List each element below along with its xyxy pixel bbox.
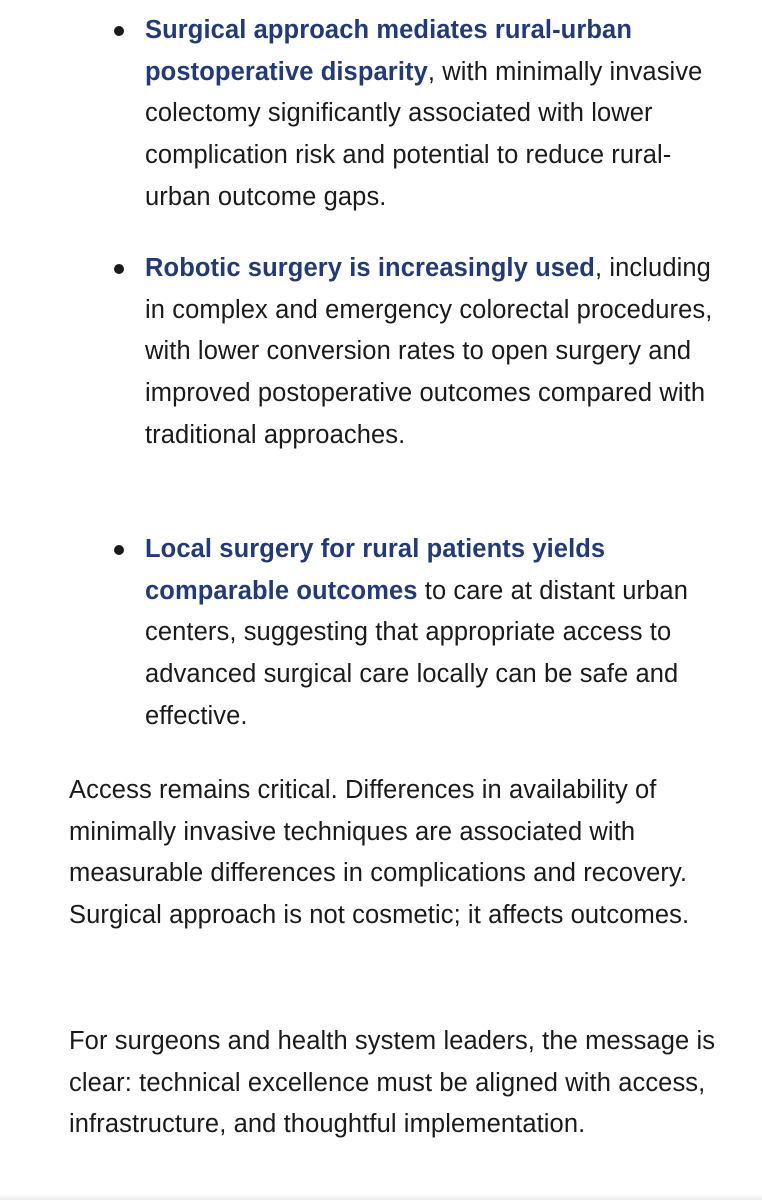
list-item — [145, 10, 715, 219]
finding-text: , including in complex and emergency colorectal procedures, with lower conversion rates to open surgery and improved postoperative outcomes compared with traditional approaches. — [145, 254, 713, 449]
bullet-icon — [114, 26, 124, 36]
bullet-icon — [114, 264, 124, 274]
finding-highlight: Robotic surgery is increasingly used — [145, 254, 595, 282]
bullet-icon — [114, 545, 124, 555]
list-item — [145, 529, 715, 738]
list-item — [145, 248, 715, 457]
page-bottom-edge — [0, 1194, 762, 1200]
finding-text: , with minimally invasive colectomy significantly associated with lower complication risk and potential to reduce rural-urban outcome gaps. — [145, 57, 703, 211]
body-paragraph: Access remains critical. Differences in availability of minimally invasive techniques are associated with measurable differences in complications and recovery. Surgical approach is not cosmetic; it affects outcomes. — [69, 776, 690, 930]
body-paragraph: For surgeons and health system leaders, the message is clear: technical excellence must be aligned with access, infrastructure, and thoughtful implementation. — [69, 1027, 716, 1139]
finding-highlight: Surgical approach mediates rural-urban postoperative disparity — [145, 16, 633, 86]
finding-highlight: Local surgery for rural patients yields comparable outcomes — [145, 535, 606, 605]
finding-text: to care at distant urban centers, suggesting that appropriate access to advanced surgical care locally can be safe and effective. — [145, 576, 688, 730]
